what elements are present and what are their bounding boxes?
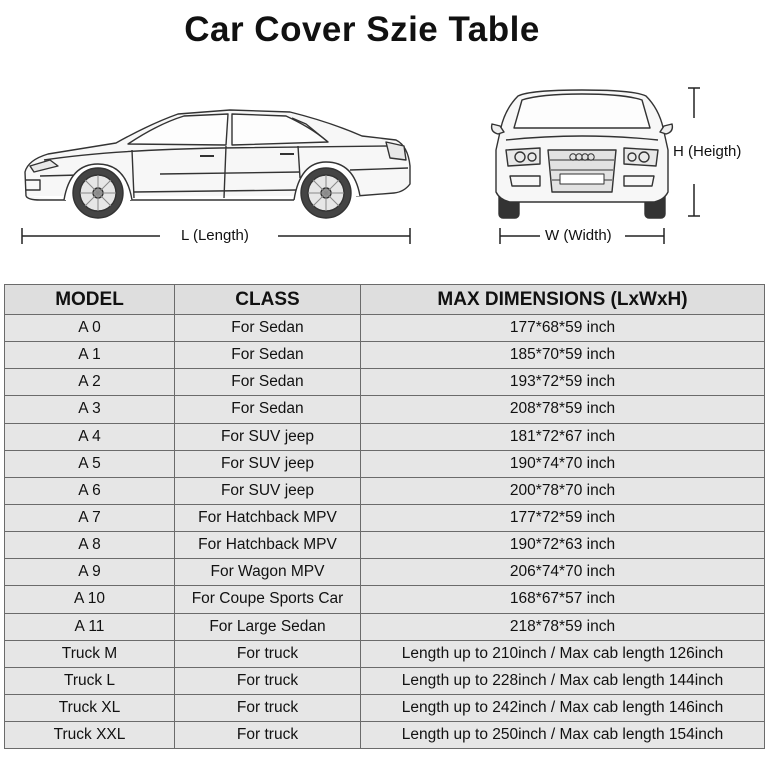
cell-dimensions: Length up to 250inch / Max cab length 154inch	[361, 722, 765, 749]
cell-class: For Sedan	[175, 369, 361, 396]
table-row	[5, 586, 765, 613]
height-label: H (Heigth)	[673, 143, 742, 160]
table-row	[5, 477, 765, 504]
table-body	[5, 315, 765, 749]
cell-dimensions: 218*78*59 inch	[361, 613, 765, 640]
car-diagram	[0, 0, 768, 280]
cell-dimensions: 185*70*59 inch	[361, 342, 765, 369]
cell-dimensions: 190*74*70 inch	[361, 450, 765, 477]
cell-model: A 3	[5, 396, 175, 423]
cell-class: For SUV jeep	[175, 450, 361, 477]
cell-dimensions: 168*67*57 inch	[361, 586, 765, 613]
table-row	[5, 559, 765, 586]
table-row	[5, 532, 765, 559]
cell-model: A 0	[5, 315, 175, 342]
cell-model: A 9	[5, 559, 175, 586]
cell-model: A 5	[5, 450, 175, 477]
table-row	[5, 396, 765, 423]
car-side-view-illustration	[25, 110, 410, 218]
size-table	[4, 284, 765, 749]
cell-model: A 1	[5, 342, 175, 369]
cell-dimensions: 181*72*67 inch	[361, 423, 765, 450]
cell-dimensions: Length up to 210inch / Max cab length 126inch	[361, 640, 765, 667]
car-front-view-illustration	[492, 90, 673, 218]
table-row	[5, 342, 765, 369]
table-row	[5, 722, 765, 749]
cell-dimensions: 177*72*59 inch	[361, 504, 765, 531]
cell-model: A 10	[5, 586, 175, 613]
cell-model: A 7	[5, 504, 175, 531]
length-label: L (Length)	[181, 227, 249, 244]
cell-model: A 2	[5, 369, 175, 396]
cell-model: Truck XXL	[5, 722, 175, 749]
cell-class: For truck	[175, 694, 361, 721]
cell-model: A 4	[5, 423, 175, 450]
table-row	[5, 450, 765, 477]
cell-dimensions: 200*78*70 inch	[361, 477, 765, 504]
header-max-dimensions: MAX DIMENSIONS (LxWxH)	[361, 285, 765, 315]
header-model: MODEL	[5, 285, 175, 315]
cell-class: For Large Sedan	[175, 613, 361, 640]
cell-dimensions: 206*74*70 inch	[361, 559, 765, 586]
table-header-row	[5, 285, 765, 315]
cell-model: A 11	[5, 613, 175, 640]
cell-model: Truck M	[5, 640, 175, 667]
width-label: W (Width)	[545, 227, 612, 244]
cell-class: For Coupe Sports Car	[175, 586, 361, 613]
cell-class: For Sedan	[175, 396, 361, 423]
table-row	[5, 640, 765, 667]
table-row	[5, 423, 765, 450]
cell-class: For Sedan	[175, 315, 361, 342]
cell-class: For truck	[175, 640, 361, 667]
cell-class: For Hatchback MPV	[175, 504, 361, 531]
cell-dimensions: 177*68*59 inch	[361, 315, 765, 342]
cell-dimensions: Length up to 228inch / Max cab length 144inch	[361, 667, 765, 694]
cell-dimensions: 190*72*63 inch	[361, 532, 765, 559]
table-row	[5, 694, 765, 721]
cell-class: For truck	[175, 667, 361, 694]
cell-dimensions: 208*78*59 inch	[361, 396, 765, 423]
cell-dimensions: 193*72*59 inch	[361, 369, 765, 396]
cell-class: For Wagon MPV	[175, 559, 361, 586]
table-row	[5, 315, 765, 342]
table-row	[5, 369, 765, 396]
table-row	[5, 504, 765, 531]
cell-class: For truck	[175, 722, 361, 749]
cell-model: A 6	[5, 477, 175, 504]
cell-model: Truck XL	[5, 694, 175, 721]
cell-class: For Sedan	[175, 342, 361, 369]
header-class: CLASS	[175, 285, 361, 315]
page-title: Car Cover Szie Table	[184, 10, 540, 49]
cell-model: Truck L	[5, 667, 175, 694]
table-row	[5, 613, 765, 640]
cell-dimensions: Length up to 242inch / Max cab length 146inch	[361, 694, 765, 721]
cell-class: For SUV jeep	[175, 423, 361, 450]
cell-class: For SUV jeep	[175, 477, 361, 504]
table-row	[5, 667, 765, 694]
cell-model: A 8	[5, 532, 175, 559]
cell-class: For Hatchback MPV	[175, 532, 361, 559]
